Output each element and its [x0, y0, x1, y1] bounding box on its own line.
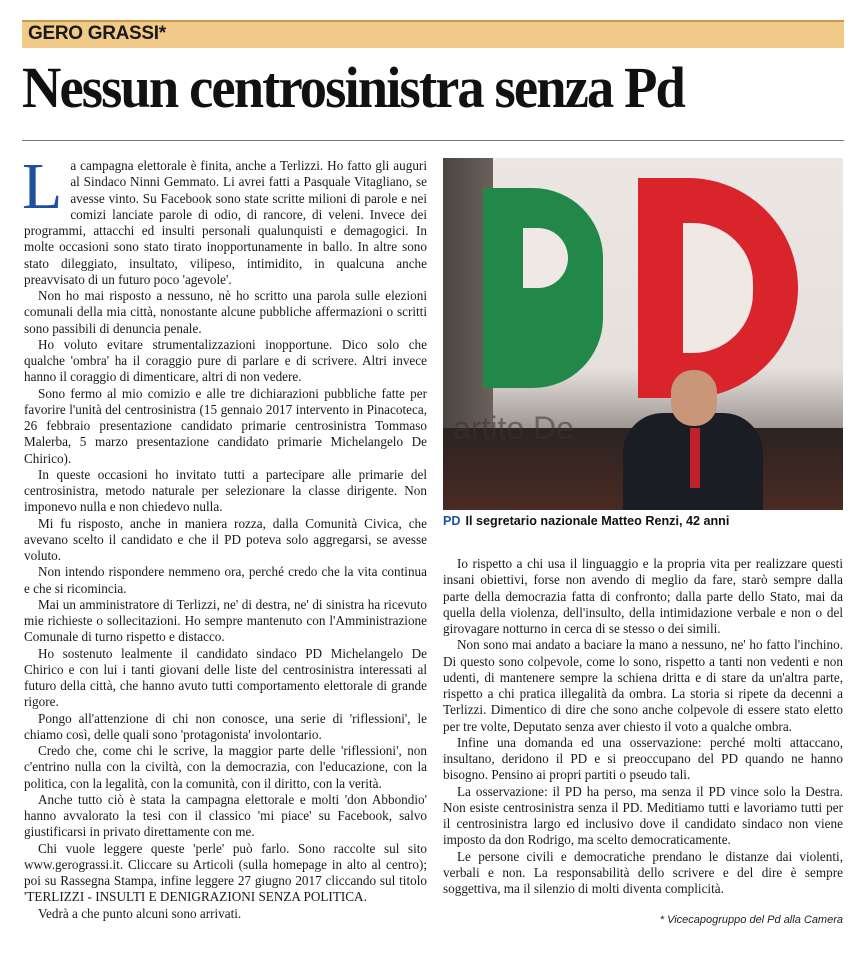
author-footnote: * Vicecapogruppo del Pd alla Camera: [659, 914, 843, 926]
paragraph: Sono fermo al mio comizio e alle tre dichiarazioni pubbliche fatte per favorire l'unità del centrosinistra (15 gennaio 2017 intervento in Pinacoteca, 26 febbraio presentazione candidato primarie centrosinistra Tommaso Malerba, 5 marzo presentazione candidato primarie Michelangelo De Chirico).: [24, 385, 427, 466]
paragraph-text: a campagna elettorale è finita, anche a Terlizzi. Ho fatto gli auguri al Sindaco Ninni Gemmato. Li avrei fatti a Pasquale Vitagliano, se avesse vinto. Su Facebook sono state scritte milioni di parole e nei comizi lanciate parole di odio, di rancore, di veleni. Invece dei programmi, attacchi ed insulti personali qualunquisti e demagogici. In molte occasioni sono stato tirato inopportunamente in ballo. In altre sono stato dileggiato, insultato, vilipeso, intimidito, in qualcuna anche preavvisato di un futuro poco 'agevole'.: [24, 158, 427, 287]
paragraph: Vedrà a che punto alcuni sono arrivati.: [38, 905, 242, 921]
headline: Nessun centrosinistra senza Pd: [22, 55, 684, 120]
headline-rule: [22, 140, 844, 141]
paragraph: Io rispetto a chi usa il linguaggio e la propria vita per realizzare questi insani obiettivi, forse non avendo di meglio da fare, starò sempre dalla parte della democrazia fatta di confronto; dalla parte dello Stato, mai da quella della violenza, dell'insulto, della intimidazione verbale e non o del girovagare notturno in cerca di se stesso o dei simili.: [443, 556, 843, 636]
paragraph: Infine una domanda ed una osservazione: perché molti attaccano, insultano, deridono il PD e si preoccupano del PD quando ne hanno bisogno. Pensino ai propri partiti o pseudo tali.: [443, 734, 843, 783]
article-photo: [443, 158, 843, 510]
caption-text: Il segretario nazionale Matteo Renzi, 42 anni: [465, 514, 730, 528]
paragraph: Mi fu risposto, anche in maniera rozza, dalla Comunità Civica, che avevano scelto il candidato e che il PD poteva solo aggregarsi, se avesse voluto.: [24, 515, 427, 563]
speaker-head: [671, 370, 717, 426]
paragraph: Ho voluto evitare strumentalizzazioni inopportune. Dico solo che qualche 'ombra' ha il coraggio pure di parlare e di scrivere. Altri invece hanno il coraggio di dimenticare, altri di non vedere.: [24, 336, 427, 385]
speaker-tie: [690, 428, 700, 488]
paragraph: Chi vuole leggere queste 'perle' può farlo. Sono raccolte sul sito www.gerograssi.it. Cliccare su Articoli (sulla homepage in alto al centro); poi su Rassegna Stampa, infine leggere 27 giugno 2017 cliccando sul titolo 'TERLIZZI - INSULTI E DENIGRAZIONI SENZA POLITICA.: [24, 840, 427, 905]
paragraph: Ho sostenuto lealmente il candidato sindaco PD Michelangelo De Chirico e con lui i tanti giovani delle liste del centrosinistra interessati al futuro della città, che hanno avuto tutti comportamento elettorale di grande rigore.: [24, 645, 427, 710]
drop-cap: L: [22, 150, 63, 223]
caption-tag: PD: [443, 514, 461, 528]
paragraph: Pongo all'attenzione di chi non conosce, una serie di 'riflessioni', le chiamo così, delle quali sono 'protagonista' involontario.: [24, 710, 427, 742]
paragraph: Non ho mai risposto a nessuno, nè ho scritto una parola sulle elezioni comunali della mia città, nonostante alcune pubbliche affermazioni o scritti sono passibili di denuncia penale.: [24, 288, 427, 336]
pd-logo-d: [638, 178, 798, 398]
paragraph: Non intendo rispondere nemmeno ora, perché credo che la vita continua e che si ricomincia.: [24, 564, 427, 596]
paragraph: Credo che, come chi le scrive, la maggior parte delle 'riflessioni', non c'entrino nulla con la civiltà, con la democrazia, con l'educazione, con la politica, con la legalità, con la comunità, con il diritto, con la verità.: [24, 743, 427, 791]
paragraph: [22, 150, 427, 288]
paragraph: In queste occasioni ho invitato tutti a partecipare alle primarie del centrosinistra, metodo naturale per selezionare la classe dirigente. Non imponevo nulla e non chiedevo nulla.: [24, 466, 427, 515]
paragraph: Anche tutto ciò è stata la campagna elettorale e molti 'don Abbondio' hanno avvalorato la tesi con il classico 'mi piace' su Facebook, salvo giustificarsi in privato direttamente con me.: [24, 791, 427, 840]
paragraph: Non sono mai andato a baciare la mano a nessuno, ne' ho fatto l'inchino. Di questo sono colpevole, come lo sono, rispetto a tanti non vedenti e non udenti, di mantenere sempre la schiena dritta e di stare da un'altra parte, rispetto a chi pratica illegalità da ombra. La storia si ripete da decenni a Terlizzi. Dimentico di dire che sono anche colpevole di essere stato eletto per tre volte, Deputato senza aver chiesto il voto a qualche ombra.: [443, 637, 843, 734]
paragraph: Mai un amministratore di Terlizzi, ne' di destra, ne' di sinistra ha ricevuto mie richieste o sollecitazioni. Ho sempre mantenuto con l'Amministrazione Comunale di turno rispetto e distacco.: [24, 596, 427, 645]
kicker-bar: [22, 20, 844, 48]
author-kicker: GERO GRASSI*: [28, 23, 166, 44]
pd-logo-p: [483, 188, 603, 388]
article-column-left: [22, 150, 427, 922]
stage-lettering: artito De: [453, 410, 574, 446]
article-column-right: [443, 556, 843, 897]
photo-caption: [443, 514, 843, 528]
paragraph: Le persone civili e democratiche prendano le distanze dai violenti, verbali e non. La responsabilità dello scrivere e del dire è sempre soggettiva, ma il silenzio di molti diventa complicità.: [443, 848, 843, 896]
paragraph: La osservazione: il PD ha perso, ma senza il PD vince solo la Destra. Non esiste centrosinistra senza il PD. Meditiamo tutti e lavoriamo tutti per il centrosinistra largo ed inclusivo dove il candidato sindaco non viene imposto da don Rodrigo, ma scelto democraticamente.: [443, 783, 843, 848]
